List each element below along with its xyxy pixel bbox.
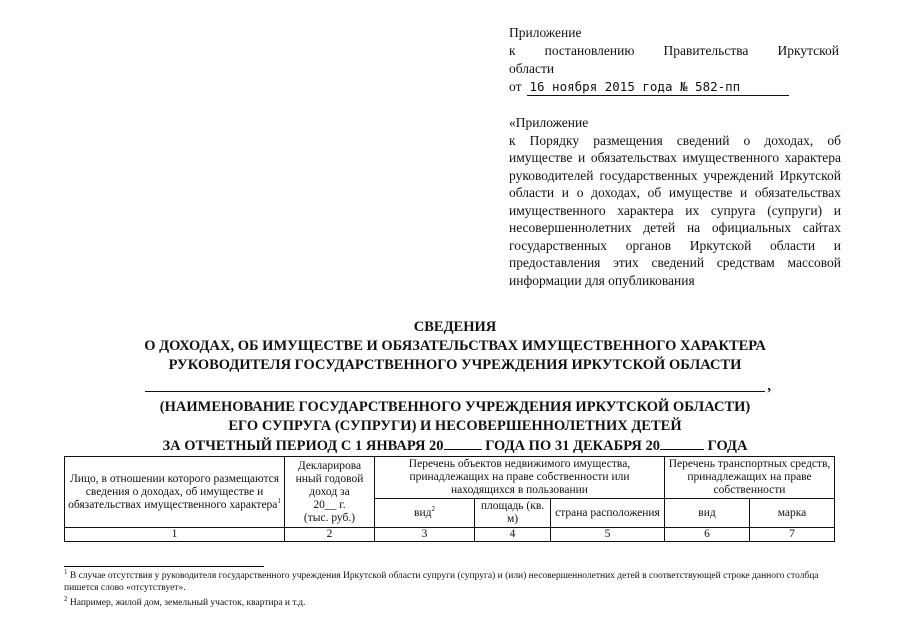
title-period-part: ГОДА [707,438,748,454]
year-blank [444,436,482,450]
institution-name-blank [100,375,810,398]
footnote-2: $^2$ Например, жилой дом, земельный участок, квартира и т.д. [64,594,306,608]
table-numbers-row [65,528,835,542]
title-period-part: ГОДА ПО 31 ДЕКАБРЯ 20 [485,438,660,454]
document-title [100,318,810,456]
title-line: (НАИМЕНОВАНИЕ ГОСУДАРСТВЕННОГО УЧРЕЖДЕНИЯ ИРКУТСКОЙ ОБЛАСТИ) [159,399,751,415]
footnote-1: $^1$ В случае отсутствия у руководителя государственного учреждения Иркутской области супруги (супруга) и (или) несовершеннолетних детей в соответствующей строке данного столбца пишется слово «отсутствует». [64,567,819,593]
appendix-region: области [509,61,555,76]
table-header-row [65,457,835,499]
header-transport-type: вид [665,499,750,528]
blank-underline [145,375,771,394]
date-prefix: от [509,79,522,94]
column-number: 5 [551,528,665,542]
title-period-line [100,436,810,456]
column-number: 4 [475,528,551,542]
column-number: 6 [665,528,750,542]
title-line: РУКОВОДИТЕЛЯ ГОСУДАРСТВЕННОГО УЧРЕЖДЕНИЯ ИРКУТСКОЙ ОБЛАСТИ [168,357,742,373]
footnote-divider [64,566,264,567]
title-line: СВЕДЕНИЯ [413,319,497,335]
title-line: ЕГО СУПРУГА (СУПРУГИ) И НЕСОВЕРШЕННОЛЕТНИХ ДЕТЕЙ [228,418,682,434]
header-realty-country: страна расположения [551,499,665,528]
column-number: 2 [285,528,375,542]
appendix-word: к [509,43,516,58]
appendix-label: Приложение [509,25,582,40]
appendix-header [509,24,839,96]
header-realty-group: Перечень объектов недвижимого имущества, принадлежащих на праве собственности или находящихся в пользовании [375,457,665,499]
column-number: 7 [750,528,835,542]
appendix-order-title: «Приложение [509,115,589,130]
header-transport-brand: марка [750,499,835,528]
appendix-order [509,114,841,289]
header-realty-type: вид$^2$ [375,499,475,528]
footnotes [64,567,844,612]
header-person: Лицо, в отношении которого размещаются сведения о доходах, об имуществе и обязательствах имущественного характера$^1$ [65,457,285,528]
year-blank [660,436,704,450]
title-period-part: ЗА ОТЧЕТНЫЙ ПЕРИОД С 1 ЯНВАРЯ 20 [162,438,444,454]
appendix-word: постановлению [544,43,635,58]
column-number: 3 [375,528,475,542]
appendix-resolution-line [509,42,839,60]
header-income: Декларирова нный годовой доход за 20__ г. (тыс. руб.) [285,457,375,528]
declaration-table [64,456,835,542]
header-realty-area: площадь (кв. м) [475,499,551,528]
appendix-word: Правительства [663,43,749,58]
appendix-word: Иркутской [777,43,839,58]
header-transport-group: Перечень транспортных средств, принадлежащих на праве собственности [665,457,835,499]
title-comma: , [767,378,771,394]
title-line: О ДОХОДАХ, ОБ ИМУЩЕСТВЕ И ОБЯЗАТЕЛЬСТВАХ ИМУЩЕСТВЕННОГО ХАРАКТЕРА [144,338,766,354]
resolution-date-field: 16 ноября 2015 года № 582-пп [527,79,789,96]
appendix-order-body: к Порядку размещения сведений о доходах, об имуществе и обязательствах имущественного характера руководителей государственных учреждений Иркутской области и о доходах, об имуществе и обязательствах имущественного характера их супруга (супруги) и несовершеннолетних детей на официальных сайтах государственных органов Иркутской области и предоставления этих сведений средствам массовой информации для опубликования [509,132,841,288]
column-number: 1 [65,528,285,542]
appendix-date-line [509,78,839,96]
